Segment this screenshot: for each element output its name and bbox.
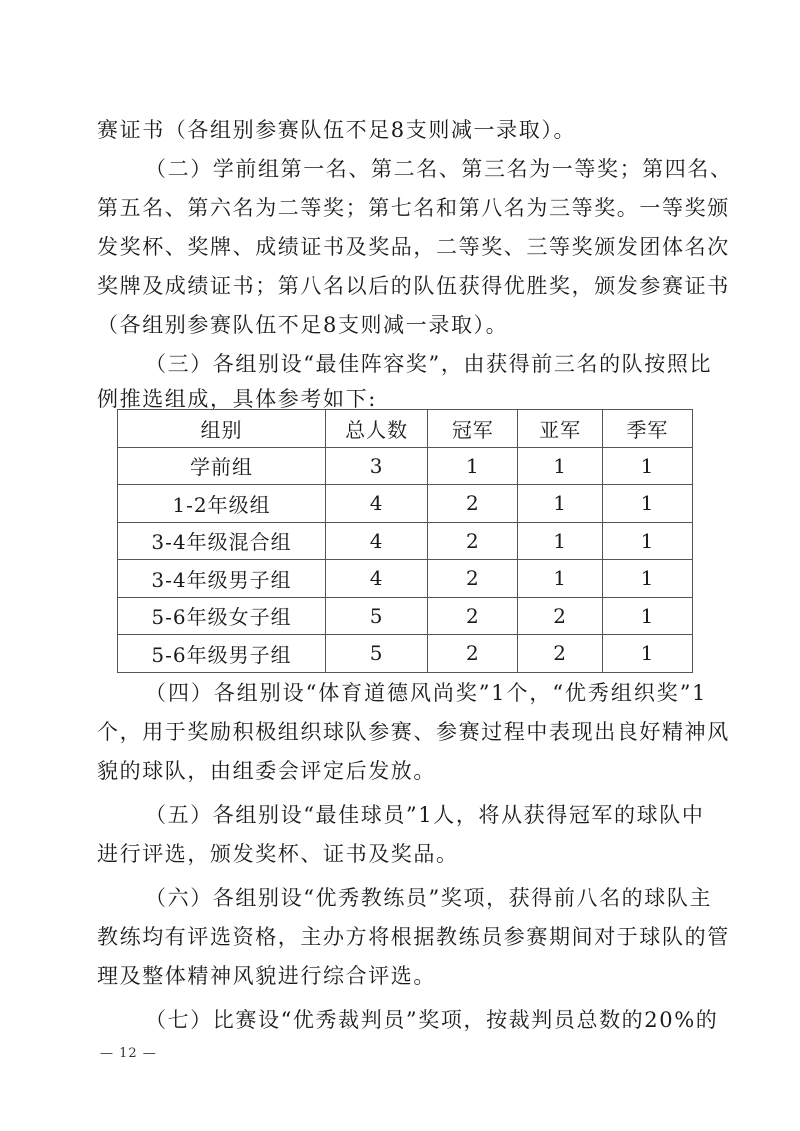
cell-group: 3-4年级混合组	[118, 522, 326, 560]
cell-runner-up: 2	[518, 635, 603, 673]
cell-champion: 2	[428, 635, 518, 673]
cell-total: 4	[325, 560, 427, 598]
cell-third: 1	[602, 485, 692, 523]
cell-group: 5-6年级男子组	[118, 635, 326, 673]
cell-third: 1	[602, 635, 692, 673]
page-number: — 12 —	[100, 1046, 157, 1061]
cell-runner-up: 1	[518, 522, 603, 560]
paragraph-line: 发奖杯、奖牌、成绩证书及奖品，二等奖、三等奖颁发团体名次	[97, 235, 730, 259]
table-row	[118, 560, 693, 598]
paragraph-4-start: （四）各组别设“体育道德风尚奖”1个，“优秀组织奖”1	[145, 681, 707, 705]
paragraph-line: 理及整体精神风貌进行综合评选。	[97, 964, 436, 988]
paragraph-line: 第五名、第六名为二等奖；第七名和第八名为三等奖。一等奖颁	[97, 196, 730, 220]
header-total: 总人数	[325, 410, 427, 448]
cell-runner-up: 2	[518, 597, 603, 635]
header-champion: 冠军	[428, 410, 518, 448]
cell-group: 1-2年级组	[118, 485, 326, 523]
cell-champion: 2	[428, 597, 518, 635]
paragraph-7-start: （七）比赛设“优秀裁判员”奖项，按裁判员总数的20%的	[145, 1008, 719, 1032]
paragraph-line: 貌的球队，由组委会评定后发放。	[97, 759, 436, 783]
table-row	[118, 597, 693, 635]
cell-runner-up: 1	[518, 447, 603, 485]
paragraph-line: （各组别参赛队伍不足8支则减一录取）。	[97, 313, 509, 337]
paragraph-line: 教练均有评选资格，主办方将根据教练员参赛期间对于球队的管	[97, 925, 730, 949]
cell-group: 学前组	[118, 447, 326, 485]
cell-runner-up: 1	[518, 560, 603, 598]
paragraph-3-start: （三）各组别设“最佳阵容奖”，由获得前三名的队按照比	[145, 352, 713, 376]
table-row	[118, 447, 693, 485]
cell-third: 1	[602, 597, 692, 635]
table-row	[118, 635, 693, 673]
header-runner-up: 亚军	[518, 410, 603, 448]
header-group: 组别	[118, 410, 326, 448]
paragraph-line: 进行评选，颁发奖杯、证书及奖品。	[97, 842, 459, 866]
cell-total: 3	[325, 447, 427, 485]
paragraph-5-start: （五）各组别设“最佳球员”1人，将从获得冠军的球队中	[145, 803, 705, 827]
cell-third: 1	[602, 560, 692, 598]
paragraph-line: 奖牌及成绩证书；第八名以后的队伍获得优胜奖，颁发参赛证书	[97, 274, 730, 298]
cell-champion: 2	[428, 522, 518, 560]
table-row	[118, 485, 693, 523]
cell-total: 5	[325, 597, 427, 635]
header-third: 季军	[602, 410, 692, 448]
cell-third: 1	[602, 447, 692, 485]
cell-third: 1	[602, 522, 692, 560]
cell-champion: 2	[428, 560, 518, 598]
cell-total: 4	[325, 485, 427, 523]
paragraph-line: 例推选组成，具体参考如下:	[97, 387, 377, 411]
best-lineup-table	[117, 409, 693, 673]
cell-runner-up: 1	[518, 485, 603, 523]
cell-total: 4	[325, 522, 427, 560]
cell-total: 5	[325, 635, 427, 673]
table-header-row	[118, 410, 693, 448]
table-row	[118, 522, 693, 560]
paragraph-line: 赛证书（各组别参赛队伍不足8支则减一录取）。	[97, 118, 577, 142]
cell-group: 3-4年级男子组	[118, 560, 326, 598]
cell-champion: 2	[428, 485, 518, 523]
cell-group: 5-6年级女子组	[118, 597, 326, 635]
paragraph-line: 个，用于奖励积极组织球队参赛、参赛过程中表现出良好精神风	[97, 720, 730, 744]
paragraph-6-start: （六）各组别设“优秀教练员”奖项，获得前八名的球队主	[145, 886, 713, 910]
paragraph-2-start: （二）学前组第一名、第二名、第三名为一等奖；第四名、	[145, 157, 733, 181]
cell-champion: 1	[428, 447, 518, 485]
